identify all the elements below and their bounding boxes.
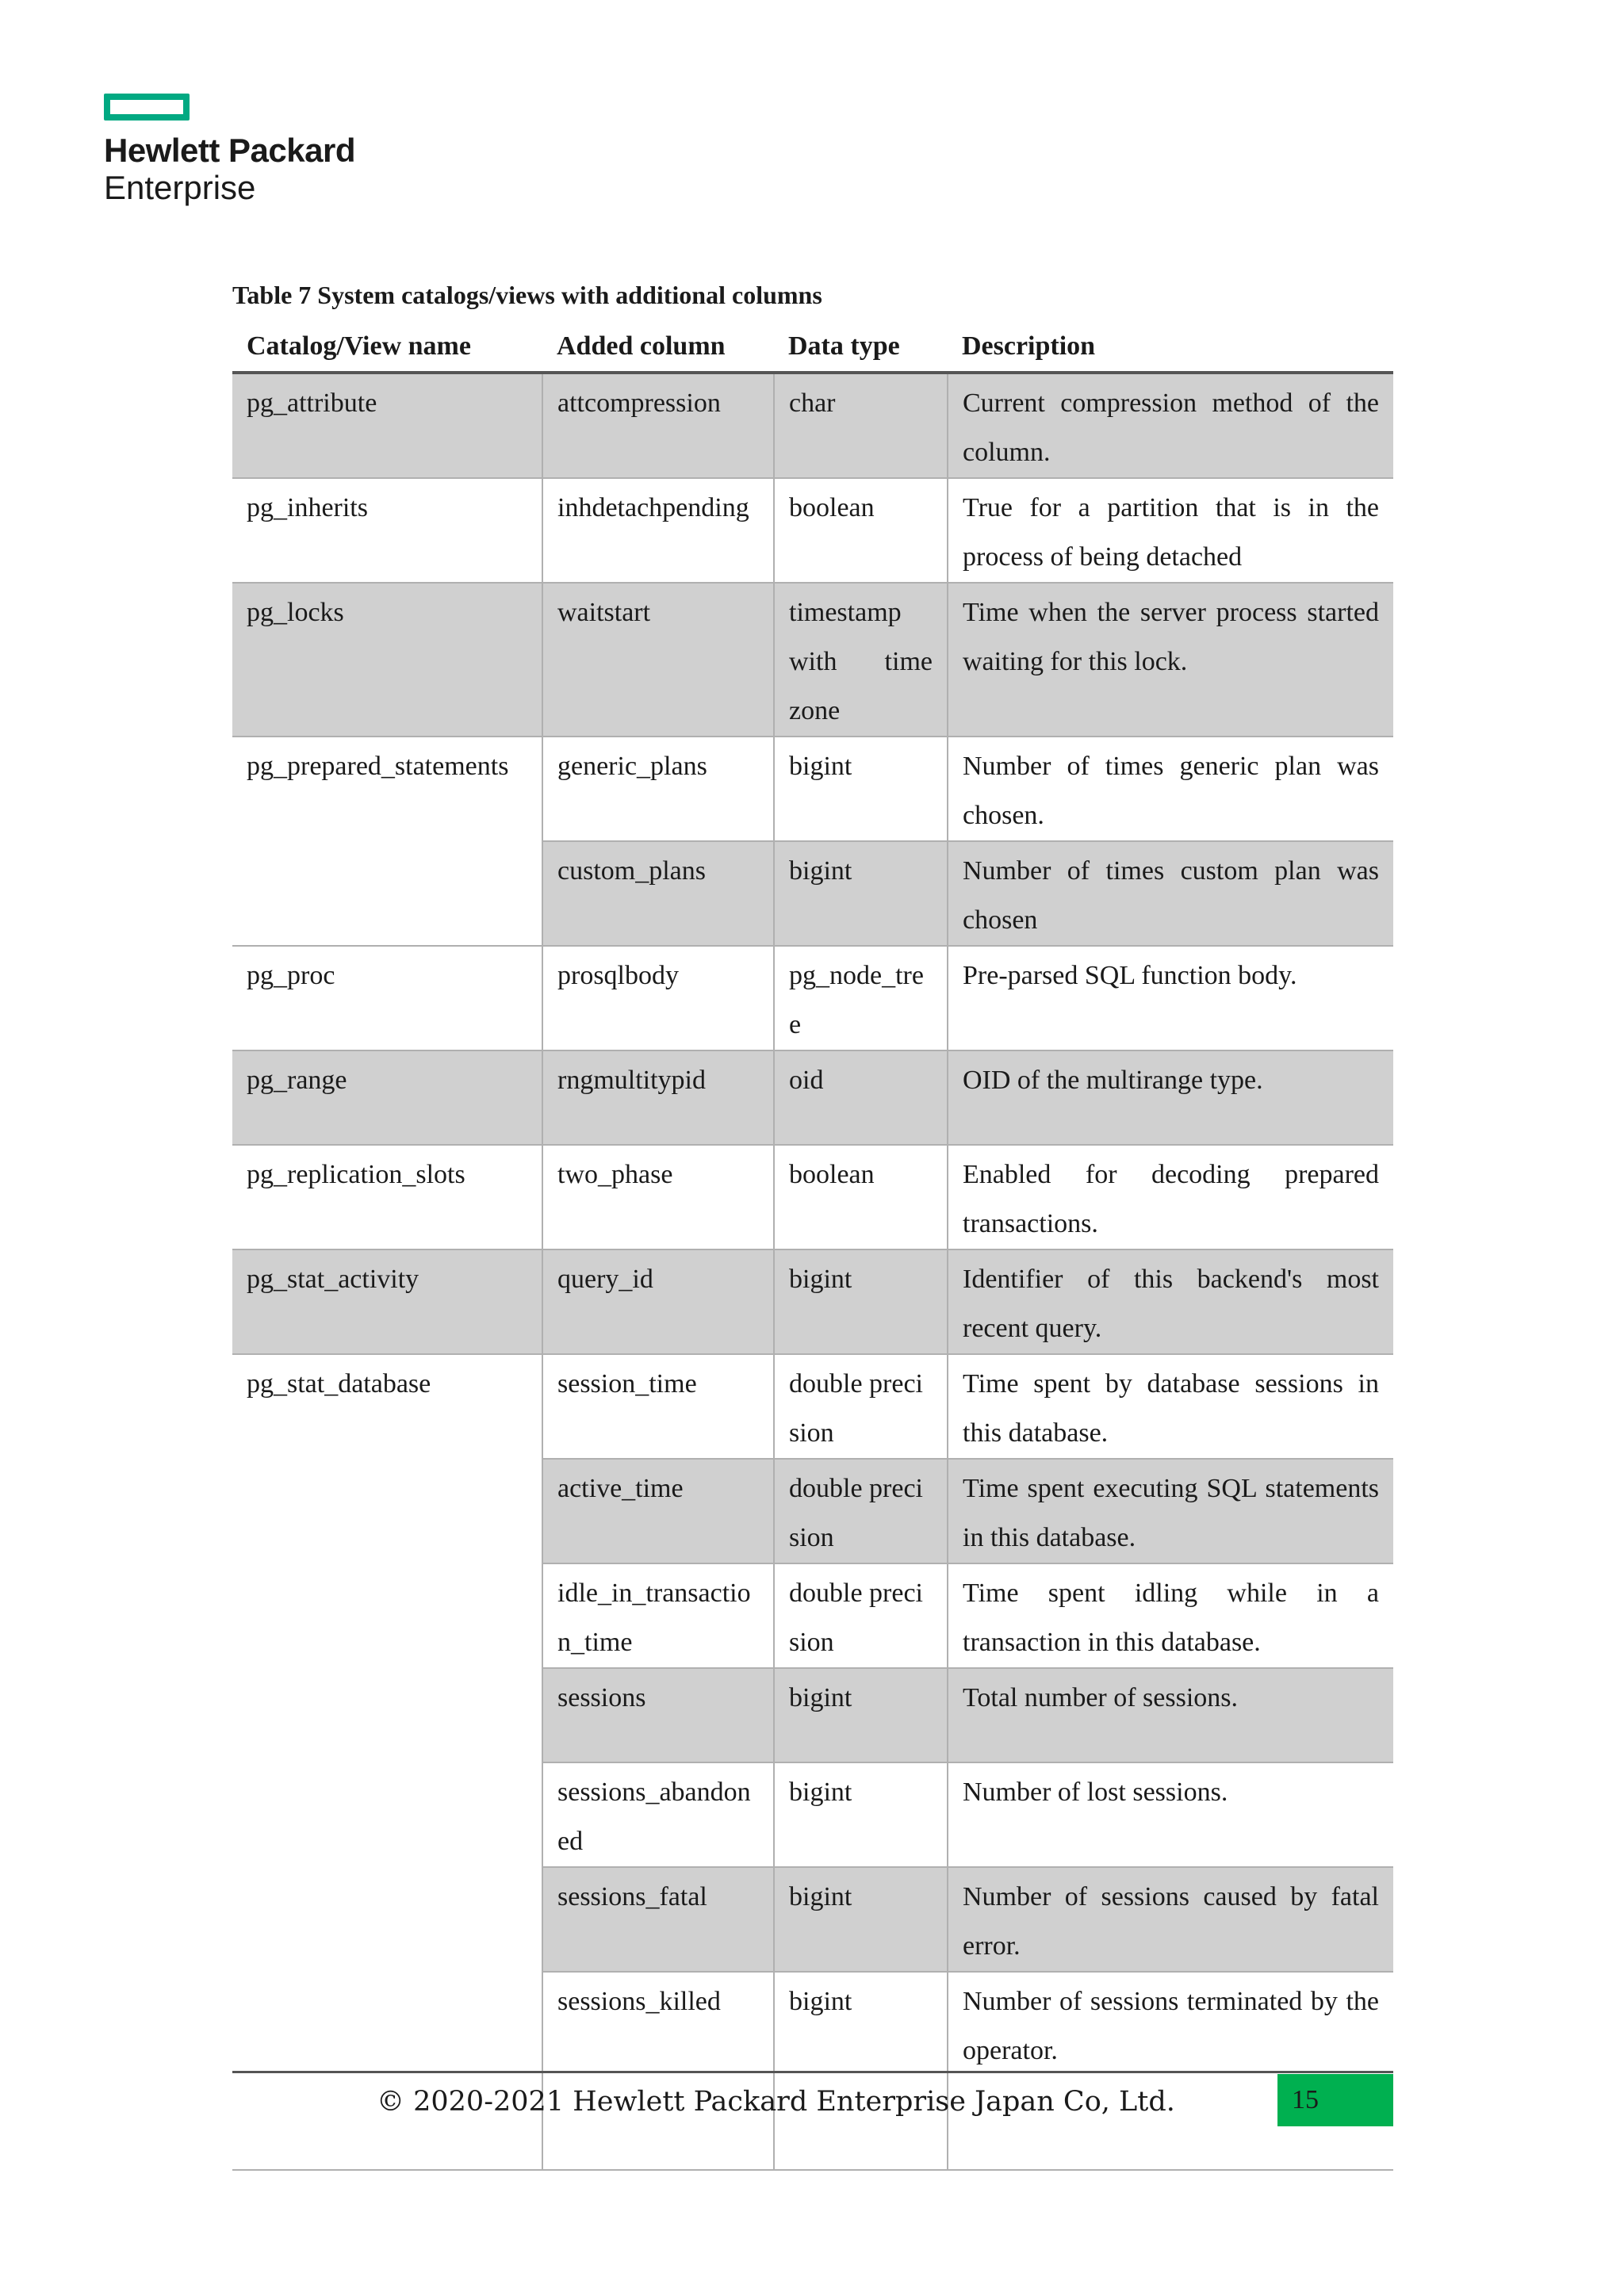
logo-text-line2: Enterprise [104,169,256,206]
cell-description: Time spent idling while in a transaction in this database. [948,1563,1393,1668]
cell-column: idle_in_transaction_time [542,1563,774,1668]
copyright-text: © 2020-2021 Hewlett Packard Enterprise Japan Co, Ltd. [377,2086,1175,2118]
cell-catalog: pg_stat_activity [232,1249,542,1354]
cell-column: waitstart [542,583,774,737]
cell-column: custom_plans [542,841,774,946]
cell-type: bigint [774,1972,948,2170]
cell-column: generic_plans [542,737,774,841]
table-row [232,1050,1393,1145]
cell-type: pg_node_tree [774,946,948,1050]
table-row [232,1145,1393,1249]
cell-column: sessions_killed [542,1972,774,2170]
hpe-logo [104,94,355,206]
table-row [232,1354,1393,1459]
header-description: Description [948,322,1393,373]
cell-description: Number of sessions terminated by the operator. [948,1972,1393,2170]
cell-type: bigint [774,737,948,841]
cell-description: Number of lost sessions. [948,1762,1393,1867]
cell-description: Time when the server process started waiting for this lock. [948,583,1393,737]
cell-catalog: pg_proc [232,946,542,1050]
logo-text-line1: Hewlett Packard [104,132,355,169]
cell-description: Number of times custom plan was chosen [948,841,1393,946]
cell-column: prosqlbody [542,946,774,1050]
cell-column: sessions_fatal [542,1867,774,1972]
cell-type: bigint [774,1249,948,1354]
cell-type: boolean [774,478,948,583]
cell-column: rngmultitypid [542,1050,774,1145]
cell-description: Pre-parsed SQL function body. [948,946,1393,1050]
cell-description: Current compression method of the column. [948,373,1393,478]
cell-type: double precision [774,1459,948,1563]
cell-type: double precision [774,1563,948,1668]
cell-type: boolean [774,1145,948,1249]
cell-catalog: pg_range [232,1050,542,1145]
cell-description: Enabled for decoding prepared transactions. [948,1145,1393,1249]
table-row [232,737,1393,841]
cell-column: active_time [542,1459,774,1563]
table-row [232,1249,1393,1354]
cell-description: Time spent executing SQL statements in this database. [948,1459,1393,1563]
cell-column: sessions [542,1668,774,1762]
header-added-column: Added column [542,322,774,373]
table-row [232,946,1393,1050]
table-header-row [232,322,1393,373]
page-number: 15 [1277,2074,1393,2126]
cell-description: Number of times generic plan was chosen. [948,737,1393,841]
cell-column: session_time [542,1354,774,1459]
cell-type: timestamp with time zone [774,583,948,737]
hpe-logo-mark [104,94,190,121]
cell-type: double precision [774,1354,948,1459]
header-catalog: Catalog/View name [232,322,542,373]
table-row [232,373,1393,478]
cell-column: attcompression [542,373,774,478]
cell-description: OID of the multirange type. [948,1050,1393,1145]
cell-description: Number of sessions caused by fatal error. [948,1867,1393,1972]
table-row [232,478,1393,583]
cell-type: bigint [774,1867,948,1972]
cell-column: sessions_abandoned [542,1762,774,1867]
footer-divider [232,2071,1393,2073]
cell-description: True for a partition that is in the process of being detached [948,478,1393,583]
cell-type: bigint [774,1762,948,1867]
cell-type: char [774,373,948,478]
table-caption: Table 7 System catalogs/views with additional columns [232,281,822,309]
cell-description: Identifier of this backend's most recent query. [948,1249,1393,1354]
table-row [232,583,1393,737]
cell-catalog: pg_locks [232,583,542,737]
cell-description: Total number of sessions. [948,1668,1393,1762]
cell-column: inhdetachpending [542,478,774,583]
cell-type: bigint [774,1668,948,1762]
cell-description: Time spent by database sessions in this database. [948,1354,1393,1459]
cell-catalog: pg_stat_database [232,1354,542,2170]
cell-catalog: pg_prepared_statements [232,737,542,946]
cell-type: oid [774,1050,948,1145]
cell-catalog: pg_attribute [232,373,542,478]
header-data-type: Data type [774,322,948,373]
cell-type: bigint [774,841,948,946]
catalog-table [232,322,1393,2171]
cell-column: query_id [542,1249,774,1354]
cell-catalog: pg_replication_slots [232,1145,542,1249]
cell-catalog: pg_inherits [232,478,542,583]
cell-column: two_phase [542,1145,774,1249]
